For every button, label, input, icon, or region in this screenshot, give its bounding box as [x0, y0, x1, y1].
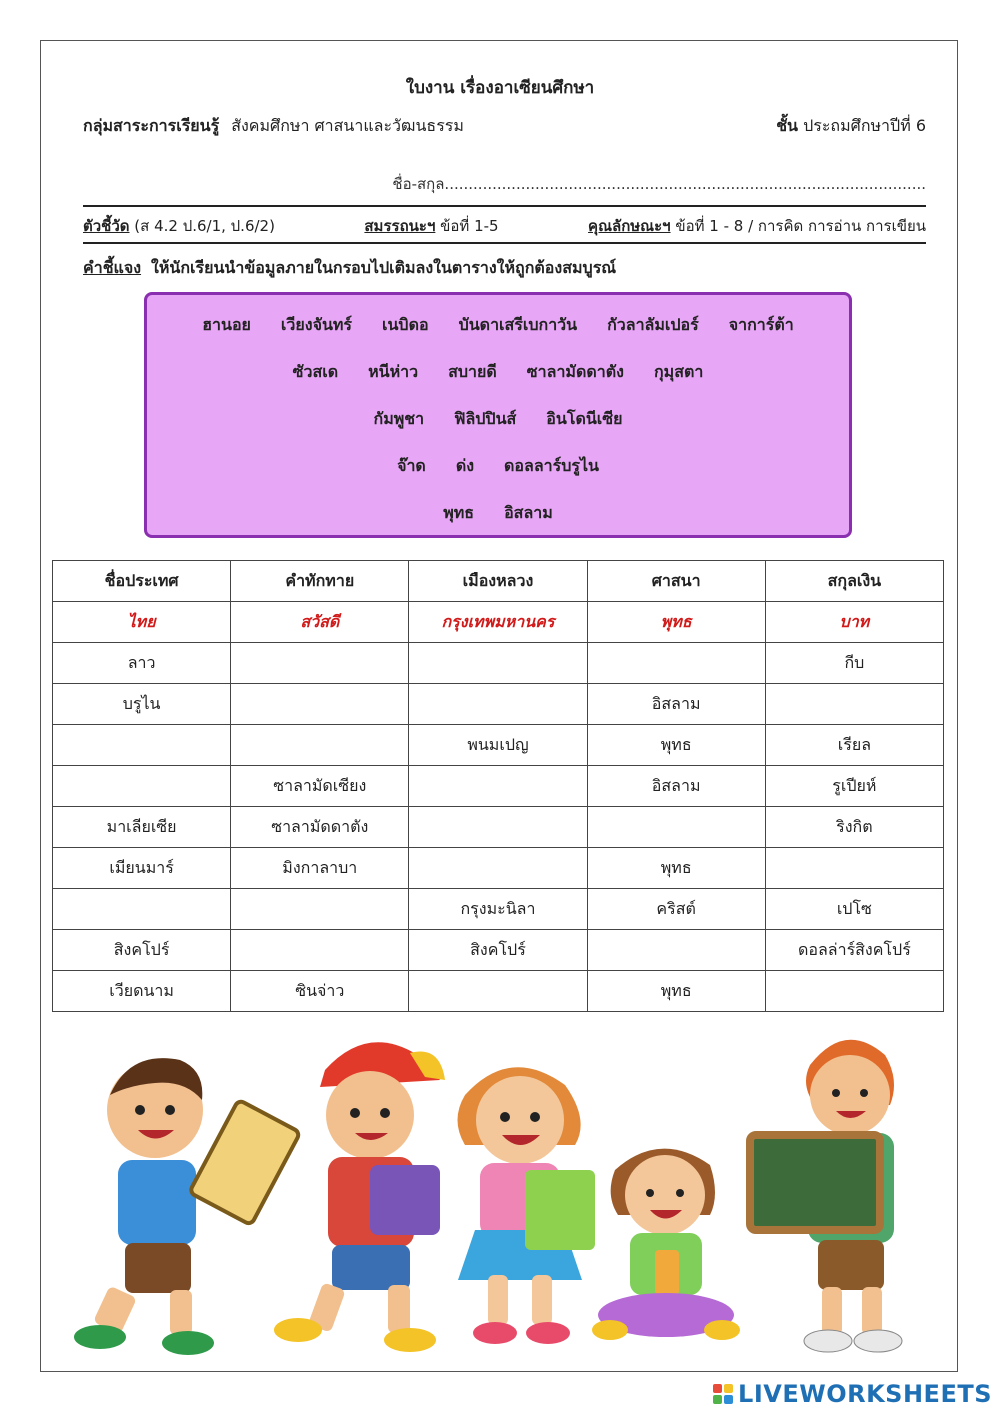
grade-label: ชั้น: [776, 116, 798, 135]
word-item[interactable]: ฮานอย: [202, 315, 251, 334]
table-cell: ซาลามัดดาตัง: [231, 807, 409, 848]
table-cell: ลาว: [53, 643, 231, 684]
answer-cell[interactable]: [765, 848, 943, 889]
table-cell: อิสลาม: [587, 766, 765, 807]
brand-icon: [713, 1384, 733, 1404]
child-illustration: [74, 1058, 300, 1355]
table-cell: กีบ: [765, 643, 943, 684]
table-cell: คริสต์: [587, 889, 765, 930]
answer-cell[interactable]: [231, 684, 409, 725]
word-bank-row: [147, 454, 849, 479]
answer-cell[interactable]: [409, 684, 587, 725]
word-item[interactable]: อิสลาม: [504, 503, 553, 522]
table-row: [53, 643, 944, 684]
subject-line: [83, 114, 464, 139]
word-item[interactable]: ดอลลาร์บรูไน: [504, 456, 599, 475]
answer-cell[interactable]: [53, 725, 231, 766]
table-cell: บรูไน: [53, 684, 231, 725]
worksheet-title: ใบงาน เรื่องอาเซียนศึกษา: [405, 78, 595, 98]
column-header: เมืองหลวง: [409, 561, 587, 602]
table-cell: มิงกาลาบา: [231, 848, 409, 889]
instruction-line: [83, 256, 616, 281]
instruction-label: คำชี้แจง: [83, 258, 142, 277]
student-name-field[interactable]: ชื่อ-สกุล.....................................................................................................: [392, 175, 926, 193]
top-divider: [83, 205, 926, 207]
word-item[interactable]: พุทธ: [443, 503, 475, 522]
brand-name: LIVEWORKSHEETS: [738, 1380, 992, 1408]
table-header-row: [53, 561, 944, 602]
word-bank: [144, 292, 852, 538]
table-cell: พุทธ: [587, 725, 765, 766]
column-header: คำทักทาย: [231, 561, 409, 602]
table-cell: เรียล: [765, 725, 943, 766]
answer-cell[interactable]: [53, 889, 231, 930]
word-item[interactable]: จาการ์ต้า: [728, 315, 794, 334]
subject-label: กลุ่มสาระการเรียนรู้: [83, 116, 220, 135]
word-item[interactable]: อินโดนีเซีย: [546, 409, 623, 428]
table-row: [53, 848, 944, 889]
table-row: [53, 807, 944, 848]
table-cell: อิสลาม: [587, 684, 765, 725]
word-item[interactable]: จ๊าด: [397, 456, 426, 475]
asean-table: [52, 560, 944, 1012]
indicator-label: ตัวชี้วัด: [83, 217, 130, 235]
grade-line: [776, 114, 926, 139]
indicator-group: [83, 214, 275, 238]
table-cell: พุทธ: [587, 971, 765, 1012]
word-item[interactable]: สบายดี: [448, 362, 497, 381]
table-row: [53, 725, 944, 766]
child-illustration: [750, 1040, 902, 1352]
word-bank-row: [147, 501, 849, 526]
table-cell: ดอลล่าร์สิงคโปร์: [765, 930, 943, 971]
answer-cell[interactable]: [587, 807, 765, 848]
example-cell: บาท: [765, 602, 943, 643]
table-cell: สิงคโปร์: [53, 930, 231, 971]
answer-cell[interactable]: [409, 766, 587, 807]
table-row: [53, 971, 944, 1012]
table-cell: ริงกิต: [765, 807, 943, 848]
answer-cell[interactable]: [409, 643, 587, 684]
column-header: ชื่อประเทศ: [53, 561, 231, 602]
example-row: [53, 602, 944, 643]
indicator-value: (ส 4.2 ป.6/1, ป.6/2): [134, 217, 275, 235]
answer-cell[interactable]: [231, 930, 409, 971]
answer-cell[interactable]: [409, 848, 587, 889]
answer-cell[interactable]: [587, 930, 765, 971]
bottom-divider: [83, 242, 926, 244]
answer-cell[interactable]: [587, 643, 765, 684]
column-header: ศาสนา: [587, 561, 765, 602]
answer-cell[interactable]: [231, 725, 409, 766]
answer-cell[interactable]: [53, 766, 231, 807]
children-illustration: [70, 1025, 930, 1365]
column-header: สกุลเงิน: [765, 561, 943, 602]
table-cell: รูเปียห์: [765, 766, 943, 807]
table-cell: พนมเปญ: [409, 725, 587, 766]
table-cell: ซาลามัดเซียง: [231, 766, 409, 807]
answer-cell[interactable]: [231, 643, 409, 684]
table-cell: เมียนมาร์: [53, 848, 231, 889]
word-item[interactable]: ด่ง: [455, 456, 475, 475]
competency-value: ข้อที่ 1-5: [440, 217, 499, 235]
child-illustration: [592, 1149, 740, 1340]
indicators-line: [83, 214, 926, 238]
subject-value: สังคมศึกษา ศาสนาและวัฒนธรรม: [231, 116, 464, 135]
trait-value: ข้อที่ 1 - 8 / การคิด การอ่าน การเขียน: [675, 217, 926, 235]
word-item[interactable]: กัมพูชา: [373, 409, 425, 428]
table-row: [53, 930, 944, 971]
answer-cell[interactable]: [231, 889, 409, 930]
answer-cell[interactable]: [409, 807, 587, 848]
child-illustration: [458, 1067, 596, 1344]
child-illustration: [274, 1042, 445, 1352]
word-bank-row: [147, 360, 849, 385]
trait-label: คุณลักษณะฯ: [588, 217, 671, 235]
word-item[interactable]: บันดาเสรีเบกาวัน: [458, 315, 578, 334]
table-cell: ซินจ่าว: [231, 971, 409, 1012]
word-bank-row: [147, 407, 849, 432]
table-cell: พุทธ: [587, 848, 765, 889]
word-item[interactable]: ฟิลิปปินส์: [454, 409, 517, 428]
word-item[interactable]: กุมุสตา: [653, 362, 704, 381]
word-item[interactable]: ซาลามัดดาตัง: [526, 362, 624, 381]
example-cell: ไทย: [53, 602, 231, 643]
table-row: [53, 766, 944, 807]
word-item[interactable]: กัวลาลัมเปอร์: [607, 315, 699, 334]
answer-cell[interactable]: [409, 971, 587, 1012]
trait-group: [588, 214, 926, 238]
word-item[interactable]: หนีห่าว: [368, 362, 419, 381]
table-cell: สิงคโปร์: [409, 930, 587, 971]
word-item[interactable]: เนบิดอ: [382, 315, 429, 334]
competency-label: สมรรถนะฯ: [364, 217, 436, 235]
instruction-text: ให้นักเรียนนำข้อมูลภายในกรอบไปเติมลงในตารางให้ถูกต้องสมบูรณ์: [151, 258, 617, 277]
liveworksheets-logo: [713, 1380, 992, 1408]
table-row: [53, 684, 944, 725]
table-row: [53, 889, 944, 930]
example-cell: กรุงเทพมหานคร: [409, 602, 587, 643]
table-cell: เปโซ: [765, 889, 943, 930]
word-item[interactable]: ซัวสเด: [292, 362, 339, 381]
answer-cell[interactable]: [765, 684, 943, 725]
example-cell: สวัสดี: [231, 602, 409, 643]
example-cell: พุทธ: [587, 602, 765, 643]
word-bank-row: [147, 313, 849, 338]
grade-value: ประถมศึกษาปีที่ 6: [803, 116, 926, 135]
competency-group: [364, 214, 498, 238]
table-cell: เวียดนาม: [53, 971, 231, 1012]
table-cell: กรุงมะนิลา: [409, 889, 587, 930]
word-item[interactable]: เวียงจันทร์: [280, 315, 353, 334]
answer-cell[interactable]: [765, 971, 943, 1012]
table-cell: มาเลียเซีย: [53, 807, 231, 848]
